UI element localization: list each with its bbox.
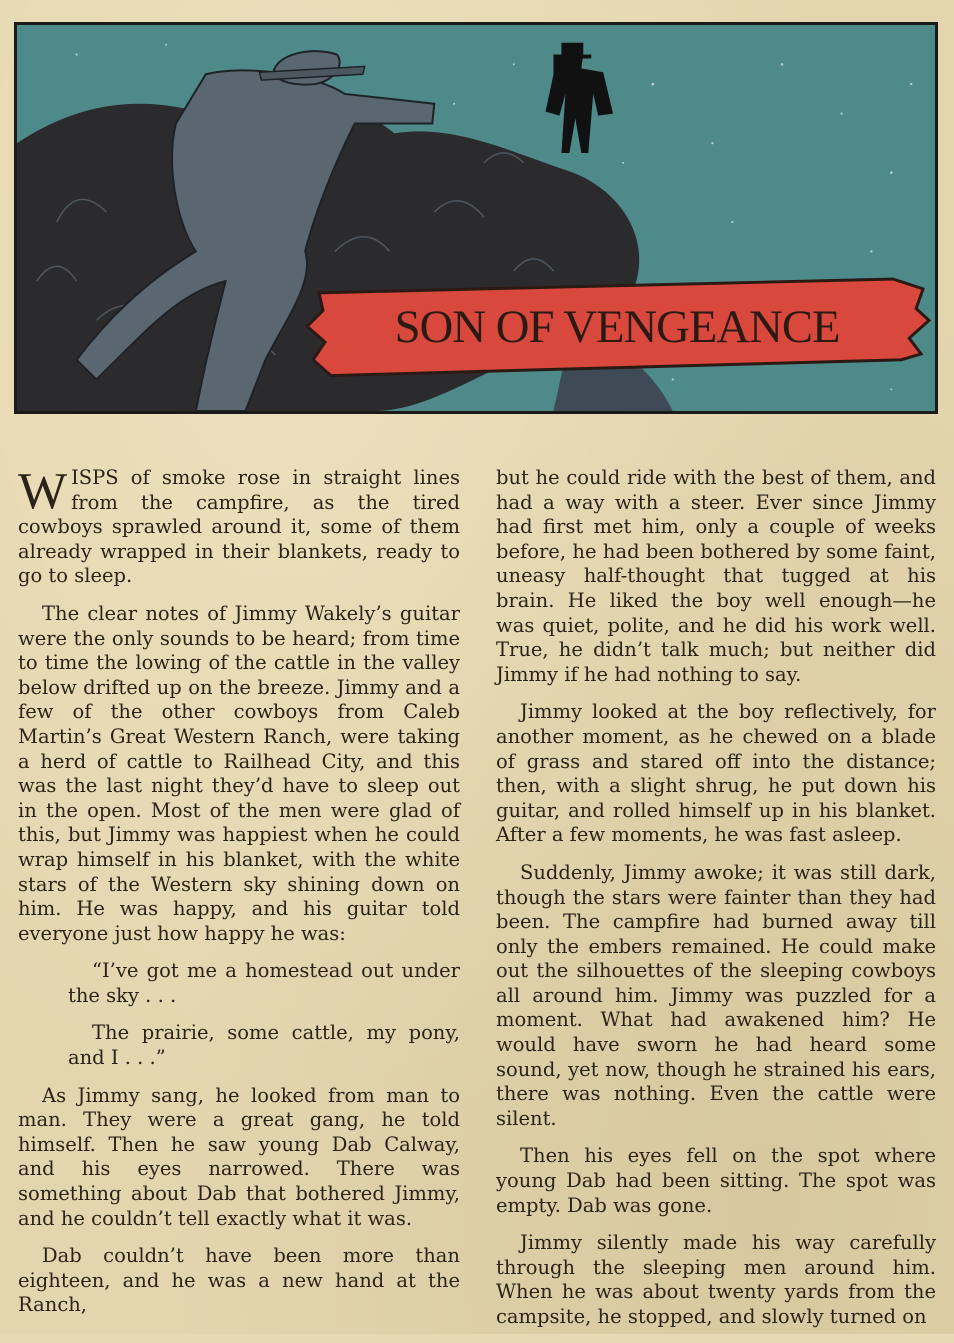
paragraph-3: As Jimmy sang, he looked from man to man. They were a great gang, he told himself. Then he saw young Dab Calway, and his eyes narrowed. There was something about Dab that bothered Jimmy, and he couldn’t tell exactly what it was.	[18, 1083, 460, 1230]
left-text-column	[18, 463, 460, 1331]
paragraph-1	[18, 463, 460, 589]
paragraph-8: Then his eyes fell on the spot where young Dab had been sitting. The spot was empty. Dab was gone.	[496, 1144, 936, 1217]
drop-cap: W	[18, 463, 68, 520]
paragraph-9: Jimmy silently made his way carefully through the sleeping men around him. When he was about twenty yards from the campsite, he stopped, and slowly turned on	[496, 1231, 936, 1328]
paragraph-1-text: ISPS of smoke rose in straight lines from the campfire, as the tired cowboys sprawled around it, some of them already wrapped in their blankets, ready to go to sleep.	[18, 466, 460, 588]
paragraph-4: Dab couldn’t have been more than eighteen, and he was a new hand at the Ranch,	[18, 1244, 460, 1317]
song-line-1: “I’ve got me a homestead out under the sky . . .	[68, 959, 460, 1007]
paragraph-6: Jimmy looked at the boy reflectively, for another moment, as he chewed on a blade of grass and stared off into the distance; then, with a slight shrug, he put down his guitar, and rolled himself up in his blanket. After a few moments, he was fast asleep.	[496, 700, 936, 847]
paragraph-5: but he could ride with the best of them, and had a way with a steer. Ever since Jimmy had first met him, only a couple of weeks before, he had been bothered by some faint, uneasy half-thought that tugged at his brain. He liked the boy well enough—he was quiet, polite, and he did his work well. True, he didn’t talk much; but neither did Jimmy if he had nothing to say.	[496, 466, 936, 686]
paragraph-2: The clear notes of Jimmy Wakely’s guitar were the only sounds to be heard; from time to time the lowing of the cattle in the valley below drifted up on the breeze. Jimmy and a few of the other cowboys from Caleb Martin’s Great Western Ranch, were taking a herd of cattle to Railhead City, and this was the last night they’d have to sleep out in the open. Most of the men were glad of this, but Jimmy was happiest when he could wrap himself in his blanket, with the white stars of the Western sky shining down on him. He was happy, and his guitar told everyone just how happy he was:	[18, 601, 460, 945]
paragraph-7: Suddenly, Jimmy awoke; it was still dark, though the stars were fainter than they had been. The campfire had burned away till only the embers remained. He could make out the silhouettes of the sleeping cowboys all around him. Jimmy was puzzled for a moment. What had awakened him? He would have sworn he had heard some sound, yet now, though he strained his ears, there was nothing. Even the cattle were silent.	[496, 860, 936, 1130]
night-scene-illustration	[17, 25, 935, 411]
song-line-2: The prairie, some cattle, my pony, and I . . .”	[68, 1021, 460, 1070]
illustration-panel	[14, 22, 938, 414]
story-title: SON OF VENGEANCE	[394, 302, 840, 354]
right-text-column	[496, 466, 936, 1343]
